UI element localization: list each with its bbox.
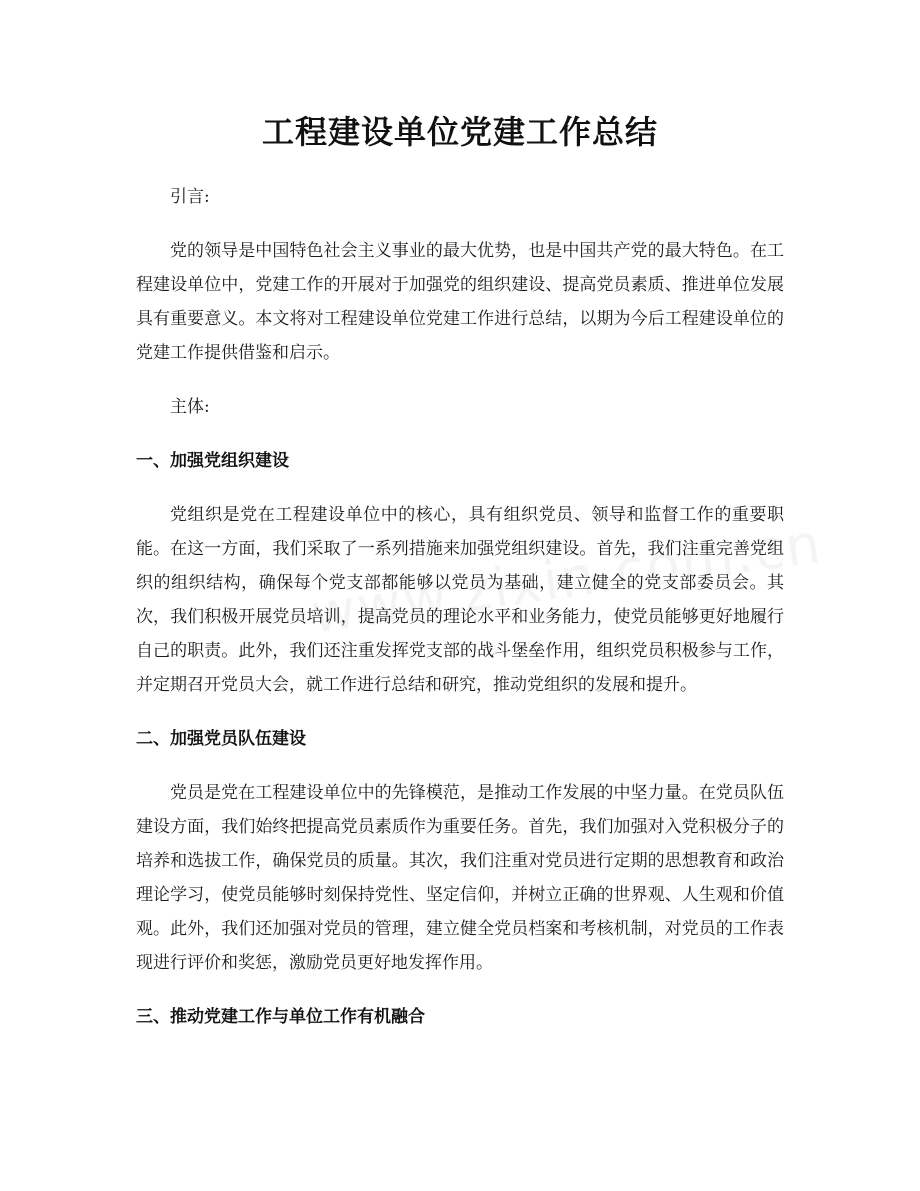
- body-label: 主体:: [170, 397, 210, 417]
- section-heading-2: 二、加强党员队伍建设: [136, 729, 306, 749]
- document-content: [136, 110, 784, 1054]
- section-paragraph-2: 党员是党在工程建设单位中的先锋模范，是推动工作发展的中坚力量。在党员队伍建设方面，我们始终把提高党员素质作为重要任务。首先，我们加强对入党积极分子的培养和选拔工作，确保党员的质量。其次，我们注重对党员进行定期的思想教育和政治理论学习，使党员能够时刻保持党性、坚定信仰，并树立正确的世界观、人生观和价值观。此外，我们还加强对党员的管理，建立健全党员档案和考核机制，对党员的工作表现进行评价和奖惩，激励党员更好地发挥作用。: [136, 783, 784, 973]
- section-heading-1: 一、加强党组织建设: [136, 451, 289, 471]
- section-heading-3: 三、推动党建工作与单位工作有机融合: [136, 1007, 425, 1027]
- intro-label: 引言:: [170, 187, 210, 207]
- intro-paragraph: 党的领导是中国特色社会主义事业的最大优势，也是中国共产党的最大特色。在工程建设单位中，党建工作的开展对于加强党的组织建设、提高党员素质、推进单位发展具有重要意义。本文将对工程建设单位党建工作进行总结，以期为今后工程建设单位的党建工作提供借鉴和启示。: [136, 241, 784, 363]
- section-paragraph-1: 党组织是党在工程建设单位中的核心，具有组织党员、领导和监督工作的重要职能。在这一方面，我们采取了一系列措施来加强党组织建设。首先，我们注重完善党组织的组织结构，确保每个党支部都能够以党员为基础，建立健全的党支部委员会。其次，我们积极开展党员培训，提高党员的理论水平和业务能力，使党员能够更好地履行自己的职责。此外，我们还注重发挥党支部的战斗堡垒作用，组织党员积极参与工作，并定期召开党员大会，就工作进行总结和研究，推动党组织的发展和提升。: [136, 505, 784, 695]
- document-title: 工程建设单位党建工作总结: [261, 113, 658, 151]
